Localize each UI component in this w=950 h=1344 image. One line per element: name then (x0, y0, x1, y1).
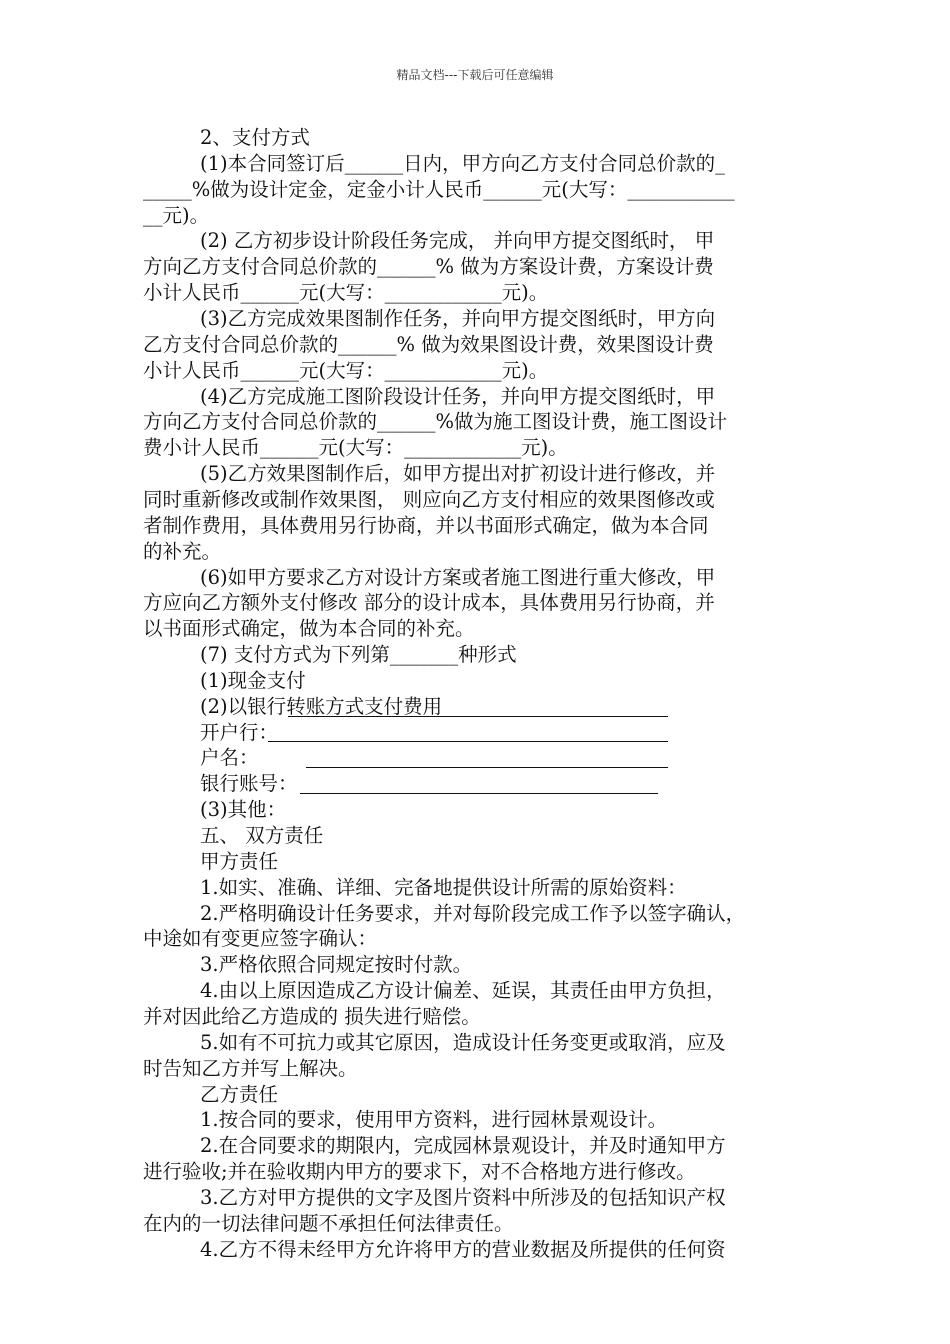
text-line: 方向乙方支付合同总价款的______%做为施工图设计费，施工图设计 (143, 410, 728, 434)
account-number-blank (306, 767, 668, 768)
text-line: (3)乙方完成效果图制作任务，并向甲方提交图纸时，甲方向 (200, 307, 716, 330)
text-line: 3.乙方对甲方提供的文字及图片资料中所涉及的包括知识产权 (200, 1185, 726, 1209)
page-header: 精品文档---下载后可任意编辑 (396, 68, 554, 82)
text-line: 4.乙方不得未经甲方允许将甲方的营业数据及所提供的任何资 (200, 1237, 726, 1261)
text-line: 乙方支付合同总价款的______% 做为效果图设计费，效果图设计费 (143, 332, 714, 356)
text-line: (3)其他： (200, 798, 287, 822)
text-line: 乙方责任 (200, 1082, 279, 1106)
text-line: (2)以银行转账方式支付费用 (200, 694, 443, 718)
text-line: (1)现金支付 (200, 668, 306, 692)
text-line: 2、支付方式 (200, 126, 310, 149)
text-line: 户名： (200, 746, 259, 770)
text-line: 1.按合同的要求，使用甲方资料，进行园林景观设计。 (200, 1108, 668, 1132)
text-line: 2.在合同要求的期限内，完成园林景观设计，并及时通知甲方 (200, 1134, 726, 1158)
text-line: (6)如甲方要求乙方对设计方案或者施工图进行重大修改，甲 (200, 565, 716, 589)
text-line: 银行账号： (200, 772, 298, 796)
text-line: 并对因此给乙方造成的 损失进行赔偿。 (143, 1004, 481, 1028)
text-line: 方向乙方支付合同总价款的______% 做为方案设计费，方案设计费 (143, 255, 714, 279)
text-line: 以书面形式确定，做为本合同的补充。 (143, 617, 475, 641)
account-name-blank (268, 741, 668, 742)
text-line: 方应向乙方额外支付修改 部分的设计成本，具体费用另行协商，并 (143, 591, 715, 615)
text-line: _____%做为设计定金，定金小计人民币______元(大写：___________ (143, 177, 735, 201)
text-line: 3.严格依照合同规定按时付款。 (200, 953, 473, 977)
text-line: (5)乙方效果图制作后，如甲方提出对扩初设计进行修改，并 (200, 462, 716, 486)
text-line: 1.如实、准确、详细、完备地提供设计所需的原始资料： (200, 875, 687, 899)
text-line: 者制作费用，具体费用另行协商，并以书面形式确定，做为本合同 (143, 513, 709, 537)
text-line: (7) 支付方式为下列第_______种形式 (200, 643, 517, 666)
text-line: 的补充。 (143, 539, 222, 563)
text-line: (2) 乙方初步设计阶段任务完成， 并向甲方提交图纸时， 甲 (200, 229, 715, 253)
text-line: 同时重新修改或制作效果图， 则应向乙方支付相应的效果图修改或 (143, 487, 715, 511)
text-line: (4)乙方完成施工图阶段设计任务，并向甲方提交图纸时，甲 (200, 384, 716, 408)
text-line: 4.由以上原因造成乙方设计偏差、延误，其责任由甲方负担， (200, 979, 726, 1003)
text-line: 中途如有变更应签字确认： (143, 927, 378, 951)
text-line: 进行验收;并在验收期内甲方的要求下，对不合格地方进行修改。 (143, 1160, 696, 1183)
bank-name-blank (288, 716, 668, 717)
text-line: 在内的一切法律问题不承担任何法律责任。 (143, 1211, 514, 1235)
text-line: 五、 双方责任 (200, 824, 324, 847)
text-line: __元)。 (143, 203, 210, 227)
text-line: 开户行： (200, 720, 279, 744)
text-line: 小计人民币______元(大写：____________元)。 (143, 281, 549, 305)
text-line: 甲方责任 (200, 849, 279, 873)
text-line: 2.严格明确设计任务要求，并对每阶段完成工作予以签字确认， (200, 901, 746, 925)
text-line: 小计人民币______元(大写：____________元)。 (143, 358, 549, 382)
text-line: (1)本合同签订后______日内，甲方向乙方支付合同总价款的_ (200, 151, 725, 175)
text-line: 5.如有不可抗力或其它原因，造成设计任务变更或取消，应及 (200, 1030, 726, 1054)
text-line: 时告知乙方并写上解决。 (143, 1056, 358, 1080)
text-line: 费小计人民币______元(大写：____________元)。 (143, 436, 568, 460)
other-blank (300, 793, 658, 794)
